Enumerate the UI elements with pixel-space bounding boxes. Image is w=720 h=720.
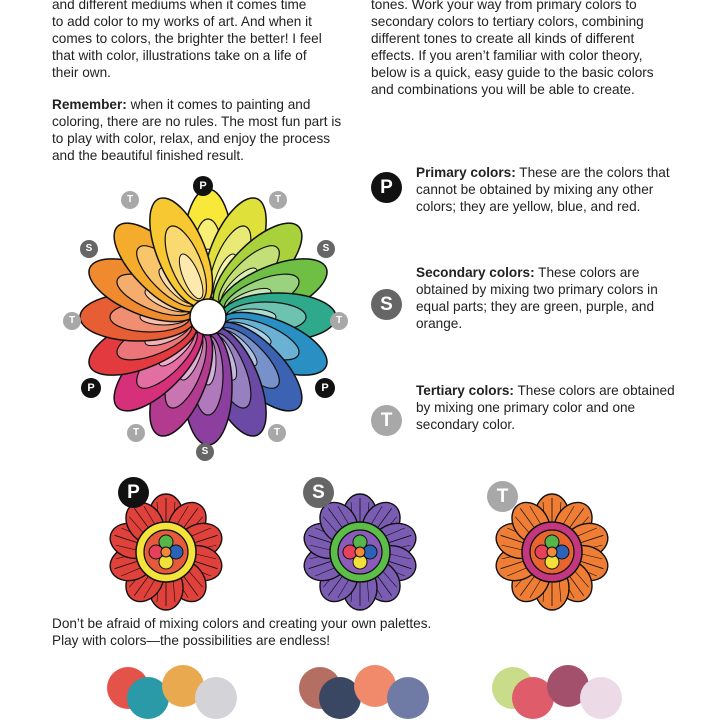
footer-paragraph [52,615,492,649]
wheel-badge-icon: T [63,312,81,330]
wheel-badge-icon: T [121,191,139,209]
wheel-badge-icon: P [81,378,101,398]
palette-swatch [580,677,622,719]
intro-left-line: that with color, illustrations take on a life of [52,48,307,63]
palette-swatch [387,677,429,719]
footer-line: Don’t be afraid of mixing colors and creating your own palettes. [52,616,432,631]
wheel-badge-icon: S [196,443,214,461]
wheel-badge-icon: T [330,312,348,330]
primary-colors-description [416,164,686,215]
color-wheel [80,189,336,445]
intro-right-line: and combinations you will be able to create. [371,82,635,97]
remember-text: when it comes to painting and coloring, there are no rules. The most fun part is to play with color, relax, and enjoy the process and the beautiful finished result. [52,97,342,163]
intro-left-line: and different mediums when it comes time [52,0,307,12]
intro-left-line: to add color to my works of art. And when it [52,14,312,29]
wheel-badge-icon: S [317,240,335,258]
flower-center [547,547,557,557]
tertiary-badge-icon: T [371,405,402,436]
wheel-center [190,299,226,335]
remember-label: Remember: [52,97,127,112]
wheel-badge-icon: P [315,378,335,398]
secondary-colors-text: These colors are obtained by mixing two primary colors in equal parts; they are green, purple, and orange. [416,265,658,331]
flower-center [161,547,171,557]
flower-primary-badge-icon: P [118,477,149,508]
intro-right-line: secondary colors to tertiary colors, combining [371,14,644,29]
intro-right-line: below is a quick, easy guide to the basic colors [371,65,654,80]
wheel-badge-icon: T [268,424,286,442]
flower-illustration [106,494,227,610]
intro-right-line: effects. If you aren’t familiar with color theory, [371,48,643,63]
wheel-badge-icon: T [269,191,287,209]
intro-right-line: tones. Work your way from primary colors to [371,0,637,12]
flower-tertiary-badge-icon: T [487,481,518,512]
secondary-colors-title: Secondary colors: [416,265,535,280]
tertiary-colors-title: Tertiary colors: [416,383,514,398]
secondary-badge-icon: S [371,289,402,320]
primary-colors-title: Primary colors: [416,165,516,180]
flower-center [355,547,365,557]
flower-illustration [492,494,613,610]
palette-swatch [195,677,237,719]
wheel-badge-icon: T [127,424,145,442]
wheel-badge-icon: P [193,176,213,196]
tertiary-colors-text: These colors are obtained by mixing one primary color and one secondary color. [416,383,675,432]
color-palette [107,665,237,719]
primary-badge-icon: P [371,172,402,203]
color-palette [299,665,429,719]
flower-illustration [300,494,421,610]
intro-left-line: comes to colors, the brighter the better! I feel [52,31,322,46]
primary-colors-text: These are the colors that cannot be obtained by mixing any other colors; they are yellow, blue, and red. [416,165,670,214]
secondary-colors-description [416,264,686,332]
flower-secondary-badge-icon: S [303,477,334,508]
footer-line: Play with colors—the possibilities are endless! [52,633,331,648]
wheel-badge-icon: S [80,240,98,258]
intro-right-line: different tones to create all kinds of different [371,31,635,46]
tertiary-colors-description [416,382,686,433]
color-palette [492,665,622,719]
intro-left-line: their own. [52,65,111,80]
